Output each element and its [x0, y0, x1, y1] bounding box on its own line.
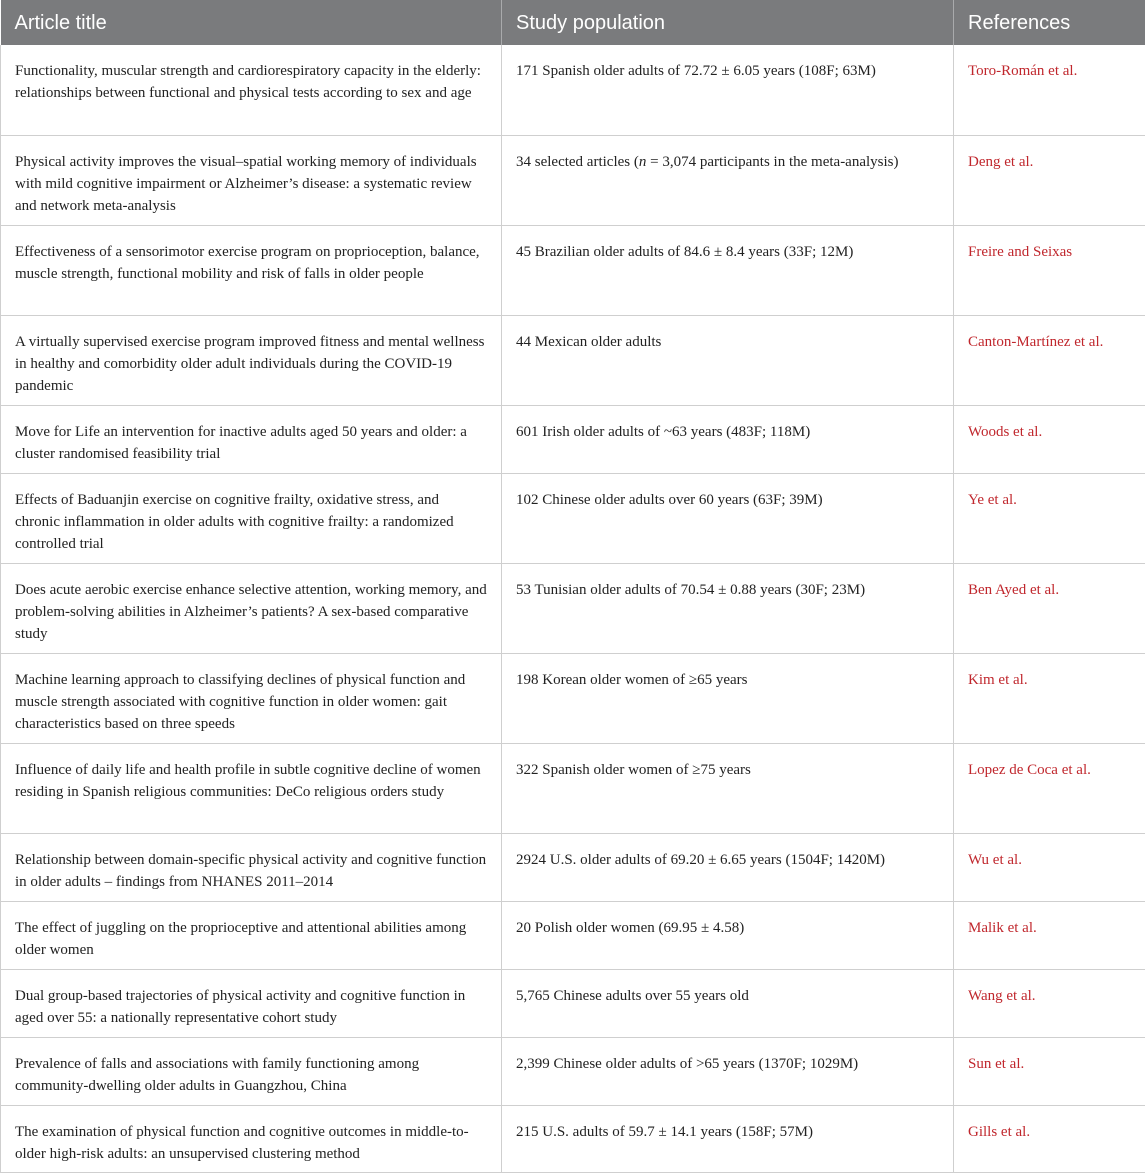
- population-text: 34 selected articles (: [516, 154, 639, 170]
- reference-cell: [954, 1037, 1145, 1105]
- study-population: 5,765 Chinese adults over 55 years old: [502, 969, 954, 1037]
- reference-cell: [954, 135, 1145, 225]
- reference-link[interactable]: Sun et al.: [968, 1056, 1024, 1072]
- study-population: 601 Irish older adults of ~63 years (483F; 118M): [502, 405, 954, 473]
- table-row: [1, 315, 1145, 405]
- reference-link[interactable]: Lopez de Coca et al.: [968, 762, 1091, 778]
- header-study-population: Study population: [502, 0, 954, 45]
- reference-link[interactable]: Freire and Seixas: [968, 244, 1072, 260]
- header-references: References: [954, 0, 1145, 45]
- table-row: [1, 901, 1145, 969]
- study-population: 2924 U.S. older adults of 69.20 ± 6.65 years (1504F; 1420M): [502, 833, 954, 901]
- reference-cell: [954, 969, 1145, 1037]
- article-title: Influence of daily life and health profile in subtle cognitive decline of women residing in Spanish religious communities: DeCo religious orders study: [1, 743, 502, 833]
- table-row: [1, 1105, 1145, 1172]
- reference-cell: [954, 225, 1145, 315]
- table-row: [1, 833, 1145, 901]
- reference-link[interactable]: Gills et al.: [968, 1124, 1030, 1140]
- reference-cell: [954, 653, 1145, 743]
- article-title: Does acute aerobic exercise enhance selective attention, working memory, and problem-solving abilities in Alzheimer’s patients? A sex-based comparative study: [1, 563, 502, 653]
- table-row: [1, 743, 1145, 833]
- reference-cell: [954, 833, 1145, 901]
- article-title: Dual group-based trajectories of physical activity and cognitive function in aged over 55: a nationally representative cohort study: [1, 969, 502, 1037]
- reference-link[interactable]: Wu et al.: [968, 852, 1022, 868]
- study-population: 102 Chinese older adults over 60 years (63F; 39M): [502, 473, 954, 563]
- reference-link[interactable]: Kim et al.: [968, 672, 1028, 688]
- article-title: The effect of juggling on the proprioceptive and attentional abilities among older women: [1, 901, 502, 969]
- population-text: = 3,074 participants in the meta-analysis): [646, 154, 898, 170]
- population-n-symbol: n: [639, 154, 647, 170]
- article-title: Machine learning approach to classifying declines of physical function and muscle strength associated with cognitive function in older women: gait characteristics based on three speeds: [1, 653, 502, 743]
- study-population: 20 Polish older women (69.95 ± 4.58): [502, 901, 954, 969]
- reference-cell: [954, 473, 1145, 563]
- table-row: [1, 969, 1145, 1037]
- article-title: Relationship between domain-specific physical activity and cognitive function in older adults – findings from NHANES 2011–2014: [1, 833, 502, 901]
- article-title: Effectiveness of a sensorimotor exercise program on proprioception, balance, muscle strength, functional mobility and risk of falls in older people: [1, 225, 502, 315]
- reference-cell: [954, 563, 1145, 653]
- table-header-row: [1, 0, 1145, 45]
- study-population: 2,399 Chinese older adults of >65 years (1370F; 1029M): [502, 1037, 954, 1105]
- study-population: 44 Mexican older adults: [502, 315, 954, 405]
- reference-link[interactable]: Woods et al.: [968, 424, 1042, 440]
- study-population: 215 U.S. adults of 59.7 ± 14.1 years (158F; 57M): [502, 1105, 954, 1172]
- reference-cell: [954, 743, 1145, 833]
- reference-link[interactable]: Ben Ayed et al.: [968, 582, 1059, 598]
- study-population: [502, 135, 954, 225]
- article-title: Move for Life an intervention for inactive adults aged 50 years and older: a cluster randomised feasibility trial: [1, 405, 502, 473]
- article-title: A virtually supervised exercise program improved fitness and mental wellness in healthy and comorbidity older adult individuals during the COVID-19 pandemic: [1, 315, 502, 405]
- article-title: Effects of Baduanjin exercise on cognitive frailty, oxidative stress, and chronic inflammation in older adults with cognitive frailty: a randomized controlled trial: [1, 473, 502, 563]
- study-population: 53 Tunisian older adults of 70.54 ± 0.88 years (30F; 23M): [502, 563, 954, 653]
- table-row: [1, 45, 1145, 135]
- article-title: Prevalence of falls and associations with family functioning among community-dwelling older adults in Guangzhou, China: [1, 1037, 502, 1105]
- reference-cell: [954, 901, 1145, 969]
- table-row: [1, 405, 1145, 473]
- study-population: 198 Korean older women of ≥65 years: [502, 653, 954, 743]
- reference-cell: [954, 1105, 1145, 1172]
- reference-cell: [954, 405, 1145, 473]
- reference-cell: [954, 315, 1145, 405]
- table-row: [1, 225, 1145, 315]
- table-row: [1, 135, 1145, 225]
- study-population: 45 Brazilian older adults of 84.6 ± 8.4 years (33F; 12M): [502, 225, 954, 315]
- study-population: 171 Spanish older adults of 72.72 ± 6.05 years (108F; 63M): [502, 45, 954, 135]
- article-title: The examination of physical function and cognitive outcomes in middle-to-older high-risk adults: an unsupervised clustering method: [1, 1105, 502, 1172]
- reference-link[interactable]: Toro-Román et al.: [968, 63, 1077, 79]
- table-row: [1, 473, 1145, 563]
- table-row: [1, 1037, 1145, 1105]
- reference-cell: [954, 45, 1145, 135]
- table-row: [1, 563, 1145, 653]
- reference-link[interactable]: Deng et al.: [968, 154, 1033, 170]
- header-article-title: Article title: [1, 0, 502, 45]
- article-title: Functionality, muscular strength and cardiorespiratory capacity in the elderly: relationships between functional and physical tests according to sex and age: [1, 45, 502, 135]
- reference-link[interactable]: Malik et al.: [968, 920, 1037, 936]
- reference-link[interactable]: Ye et al.: [968, 492, 1017, 508]
- reference-link[interactable]: Wang et al.: [968, 988, 1036, 1004]
- reference-link[interactable]: Canton-Martínez et al.: [968, 334, 1103, 350]
- article-title: Physical activity improves the visual–spatial working memory of individuals with mild cognitive impairment or Alzheimer’s disease: a systematic review and network meta-analysis: [1, 135, 502, 225]
- study-population: 322 Spanish older women of ≥75 years: [502, 743, 954, 833]
- table-row: [1, 653, 1145, 743]
